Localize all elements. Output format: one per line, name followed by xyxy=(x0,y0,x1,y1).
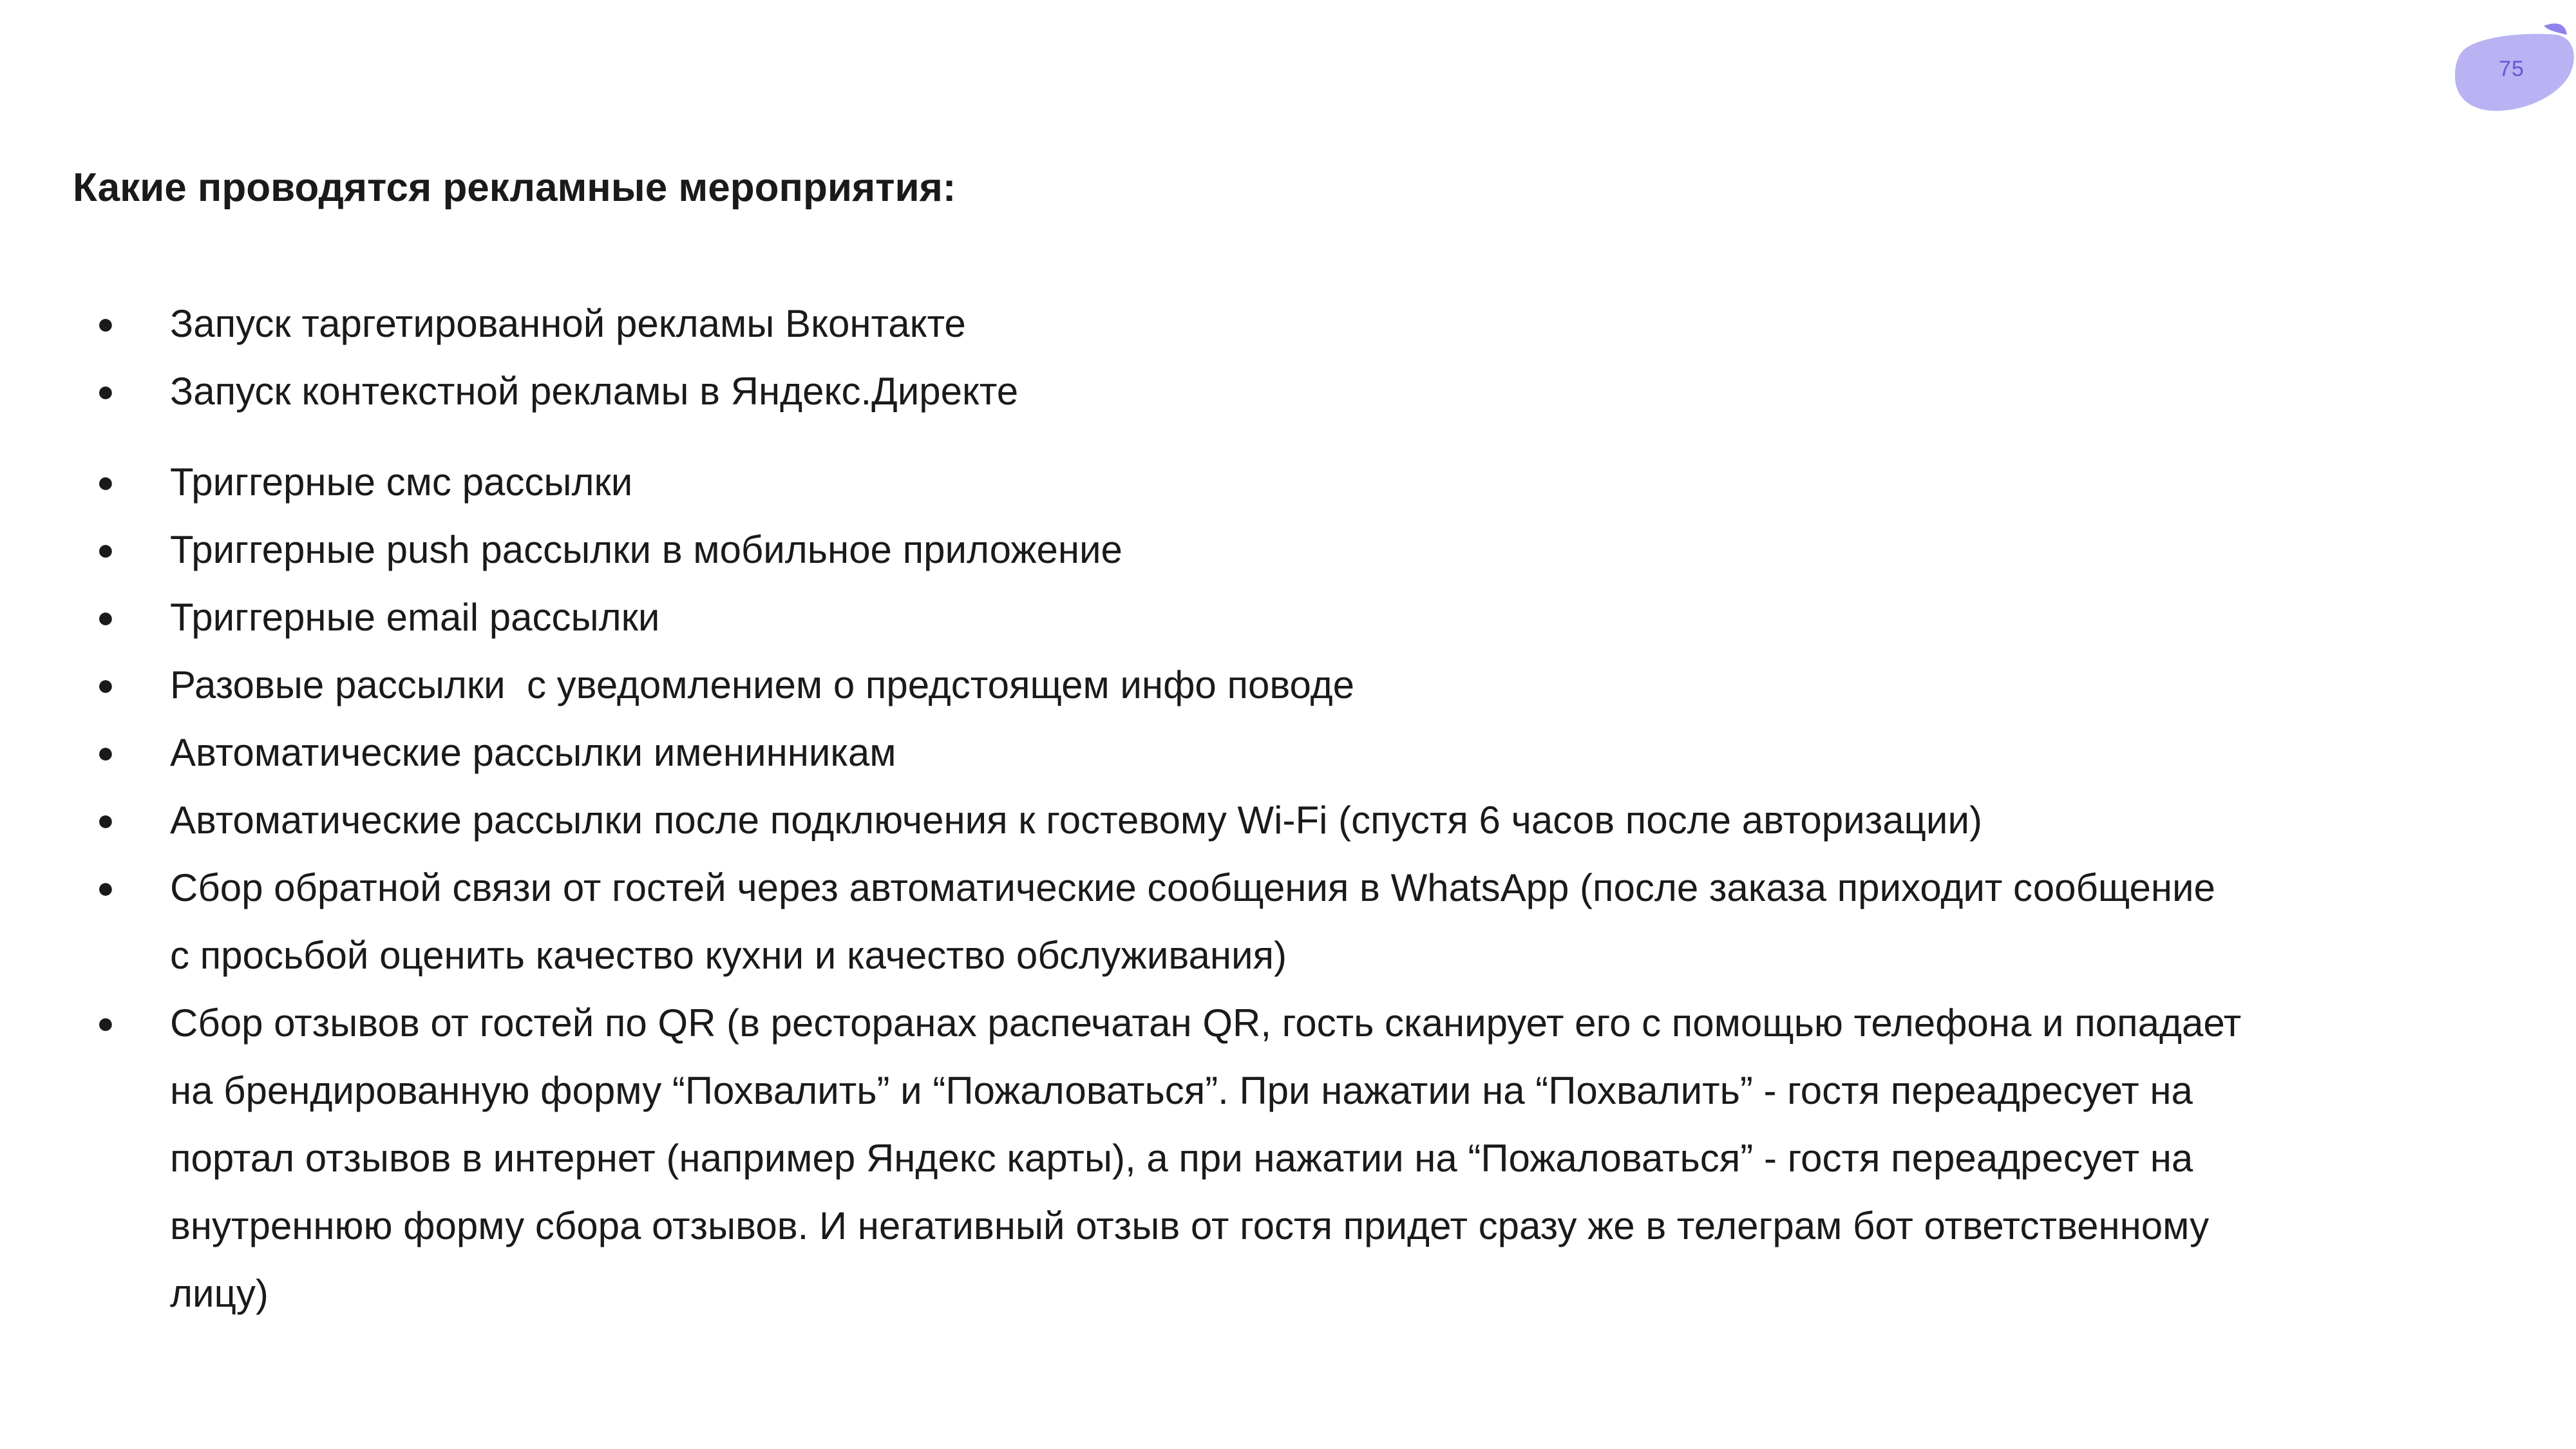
bullet-marker: ● xyxy=(97,668,115,701)
bullet-marker: ● xyxy=(97,374,115,408)
page-number: 75 xyxy=(2499,57,2524,81)
list-item xyxy=(97,854,2479,989)
bullet-marker: ● xyxy=(97,803,115,837)
list-item-text: Триггерные push рассылки в мобильное приложение xyxy=(170,528,1122,571)
list-item-text: Разовые рассылки с уведомлением о предстоящем инфо поводе xyxy=(170,663,1354,706)
slide-heading: Какие проводятся рекламные мероприятия: xyxy=(73,166,956,210)
list-item xyxy=(97,989,2479,1327)
bullet-marker: ● xyxy=(97,1006,115,1039)
list-item-text: Запуск таргетированной рекламы Вконтакте xyxy=(170,302,966,345)
bullet-marker: ● xyxy=(97,600,115,634)
list-item-text: Триггерные email рассылки xyxy=(170,596,660,639)
bullet-marker: ● xyxy=(97,307,115,340)
bullet-marker: ● xyxy=(97,735,115,769)
list-item xyxy=(97,516,2479,583)
list-item-text: Автоматические рассылки после подключения к гостевому Wi-Fi (спустя 6 часов после авторизации) xyxy=(170,799,1982,842)
list-item xyxy=(97,651,2479,719)
list-item xyxy=(97,786,2479,854)
list-item xyxy=(97,448,2479,516)
list-item xyxy=(97,357,2479,425)
list-item-text: Сбор отзывов от гостей по QR (в ресторанах распечатан QR, гость сканирует его с помощью телефона и попадает на брендированную форму “Похвалить” и “Пожаловаться”. При нажатии на “Похвалить” - гостя переадресует на портал отзывов в интернет (например Яндекс карты), а при нажатии на “Пожаловаться” - гостя переадресует на внутреннюю форму сбора отзывов. И негативный отзыв от гостя придет сразу же в телеграм бот ответственному лицу) xyxy=(170,1001,2242,1315)
list-item-text: Сбор обратной связи от гостей через автоматические сообщения в WhatsApp (после заказа приходит сообщение с просьбой оценить качество кухни и качество обслуживания) xyxy=(170,866,2215,977)
bullet-marker: ● xyxy=(97,871,115,904)
list-item xyxy=(97,583,2479,651)
list-item-text: Автоматические рассылки именинникам xyxy=(170,731,896,774)
list-item-text: Запуск контекстной рекламы в Яндекс.Директе xyxy=(170,370,1019,413)
list-item xyxy=(97,290,2479,357)
bullet-marker: ● xyxy=(97,465,115,498)
bullet-marker: ● xyxy=(97,533,115,566)
page-number-badge xyxy=(2447,21,2576,117)
list-item-text: Триггерные смс рассылки xyxy=(170,460,633,504)
list-item xyxy=(97,719,2479,786)
